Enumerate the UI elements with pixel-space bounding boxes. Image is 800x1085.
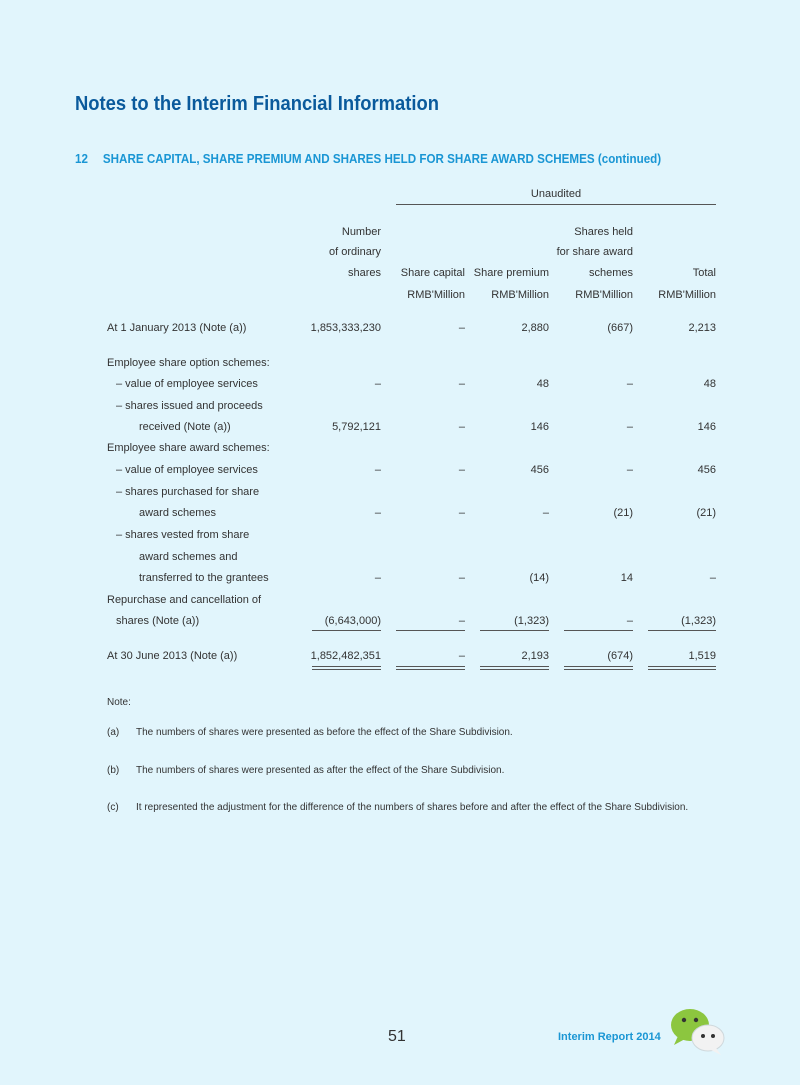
subtotal-rule (312, 630, 381, 631)
subtotal-rule (564, 630, 633, 631)
notes-heading: Note: (107, 697, 131, 708)
cell-total: (1,323) (681, 615, 716, 627)
cell-held: – (626, 421, 633, 433)
header-premium-2: RMB'Million (491, 289, 549, 301)
cell-total: 456 (697, 464, 716, 476)
cell-capital: – (458, 572, 465, 584)
report-title: Interim Report 2014 (558, 1031, 661, 1043)
note-text: The numbers of shares were presented as after the effect of the Share Subdivision. (136, 765, 505, 776)
header-held-3: schemes (588, 267, 633, 279)
header-premium-1: Share premium (473, 267, 549, 279)
chat-bubbles-icon (668, 1005, 728, 1057)
total-rule (648, 666, 716, 670)
total-rule (480, 666, 549, 670)
cell-premium: 48 (536, 378, 549, 390)
header-shares-3: shares (347, 267, 381, 279)
cell-held: – (626, 378, 633, 390)
cell-capital: – (458, 650, 465, 662)
row-label: Employee share award schemes: (107, 442, 270, 454)
cell-shares: 5,792,121 (332, 421, 381, 433)
cell-total: (21) (696, 507, 716, 519)
unaudited-rule (396, 204, 716, 205)
header-total-2: RMB'Million (658, 289, 716, 301)
cell-held: (21) (613, 507, 633, 519)
cell-capital: – (458, 507, 465, 519)
note-item (107, 802, 688, 813)
cell-shares: – (374, 464, 381, 476)
total-rule (396, 666, 465, 670)
note-item (107, 727, 513, 738)
row-label: award schemes (139, 507, 217, 519)
cell-premium: (1,323) (514, 615, 549, 627)
row-label: transferred to the grantees (139, 572, 269, 584)
note-text: The numbers of shares were presented as before the effect of the Share Subdivision. (136, 727, 513, 738)
section-heading (75, 152, 661, 166)
cell-total: 2,213 (688, 322, 716, 334)
cell-premium: 456 (530, 464, 549, 476)
cell-shares: – (374, 572, 381, 584)
note-key: (a) (107, 727, 120, 738)
header-capital-2: RMB'Million (407, 289, 465, 301)
cell-held: – (626, 615, 633, 627)
row-label: Repurchase and cancellation of (107, 594, 262, 606)
subtotal-rule (396, 630, 465, 631)
cell-premium: 146 (530, 421, 549, 433)
header-shares-1: Number (341, 226, 381, 238)
cell-premium: – (542, 507, 549, 519)
total-rule (312, 666, 381, 670)
header-held-4: RMB'Million (575, 289, 633, 301)
header-held-2: for share award (556, 246, 633, 258)
row-label: – shares vested from share (116, 529, 250, 541)
cell-total: 146 (697, 421, 716, 433)
subtotal-rule (648, 630, 716, 631)
cell-capital: – (458, 615, 465, 627)
cell-held: – (626, 464, 633, 476)
cell-total: – (709, 572, 716, 584)
section-number: 12 (75, 152, 88, 166)
row-label: At 1 January 2013 (Note (a)) (107, 322, 247, 334)
header-shares-2: of ordinary (329, 246, 381, 258)
cell-held: (674) (607, 650, 633, 662)
total-rule (564, 666, 633, 670)
note-text: It represented the adjustment for the difference of the numbers of shares before and after the effect of the Share Subdivision. (136, 802, 689, 813)
row-label: – shares purchased for share (116, 486, 260, 498)
row-label: Employee share option schemes: (107, 357, 270, 369)
subtotal-rule (480, 630, 549, 631)
note-key: (b) (107, 765, 120, 776)
cell-shares: – (374, 507, 381, 519)
row-label: award schemes and (139, 551, 238, 563)
cell-premium: (14) (529, 572, 549, 584)
row-label: – value of employee services (116, 464, 258, 476)
cell-shares: (6,643,000) (324, 615, 381, 627)
cell-shares: – (374, 378, 381, 390)
row-label: At 30 June 2013 (Note (a)) (107, 650, 238, 662)
cell-total: 1,519 (688, 650, 716, 662)
row-label: shares (Note (a)) (116, 615, 200, 627)
header-capital-1: Share capital (400, 267, 465, 279)
cell-capital: – (458, 421, 465, 433)
note-item (107, 765, 504, 776)
unaudited-header: Unaudited (530, 188, 582, 200)
cell-shares: 1,853,333,230 (310, 322, 381, 334)
cell-capital: – (458, 464, 465, 476)
note-key: (c) (107, 802, 119, 813)
cell-premium: 2,193 (521, 650, 549, 662)
page-title: Notes to the Interim Financial Information (75, 93, 439, 115)
header-total-1: Total (692, 267, 716, 279)
cell-shares: 1,852,482,351 (310, 650, 381, 662)
page-number: 51 (388, 1028, 406, 1045)
cell-held: 14 (620, 572, 633, 584)
section-title: SHARE CAPITAL, SHARE PREMIUM AND SHARES HELD FOR SHARE AWARD SCHEMES (continued) (102, 152, 662, 166)
row-label: – value of employee services (116, 378, 258, 390)
cell-capital: – (458, 322, 465, 334)
row-label: received (Note (a)) (139, 421, 231, 433)
cell-held: (667) (607, 322, 633, 334)
header-held-1: Shares held (574, 226, 633, 238)
row-label: – shares issued and proceeds (116, 400, 263, 412)
cell-capital: – (458, 378, 465, 390)
cell-total: 48 (703, 378, 716, 390)
cell-premium: 2,880 (521, 322, 549, 334)
